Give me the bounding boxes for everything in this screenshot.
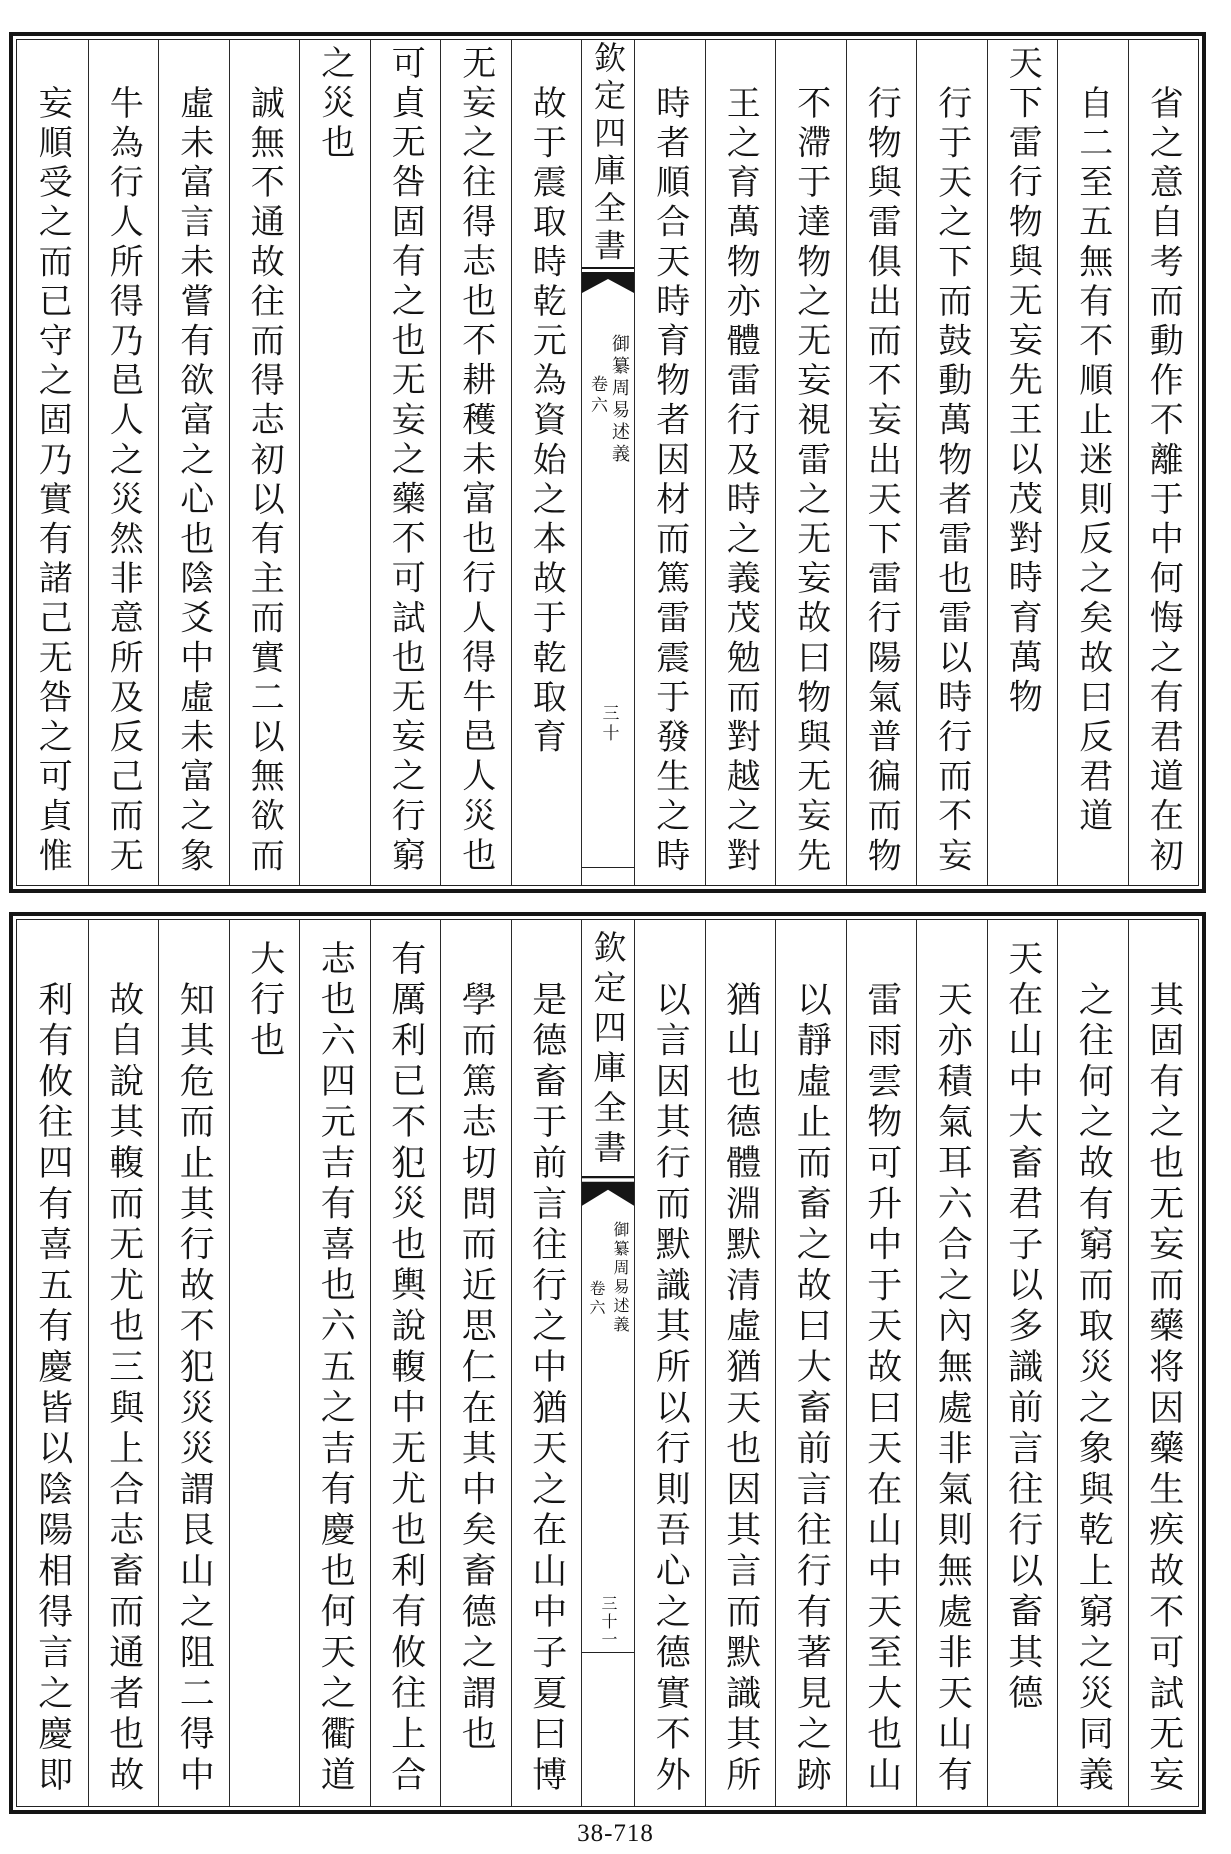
column-text: 省之意自考而動作不離于中何悔之有君道在初 bbox=[1143, 84, 1184, 877]
column-text: 學而篤志切問而近思仁在其中矣畜德之謂也 bbox=[456, 980, 497, 1756]
commentary-column bbox=[1057, 920, 1128, 1806]
column-text: 知其危而止其行故不犯災災謂艮山之阻二得中 bbox=[174, 980, 215, 1797]
book-title: 御纂周易述義 bbox=[611, 1221, 630, 1335]
commentary-column bbox=[88, 40, 159, 885]
center-gutter bbox=[581, 920, 634, 1806]
commentary-column bbox=[511, 40, 582, 885]
folio-number: 三十 bbox=[598, 704, 619, 744]
column-text: 故自說其輹而无尤也三與上合志畜而通者也故 bbox=[103, 980, 144, 1797]
classic-text-column bbox=[370, 920, 441, 1806]
gutter-rule bbox=[582, 1652, 634, 1653]
commentary-column bbox=[229, 40, 300, 885]
series-title: 欽定四庫全書 bbox=[589, 41, 627, 266]
commentary-column bbox=[634, 920, 705, 1806]
classic-text-column bbox=[370, 40, 441, 885]
column-text: 以言因其行而默識其所以行則吾心之德實不外 bbox=[650, 980, 691, 1797]
classic-text-column bbox=[299, 920, 370, 1806]
classic-text-column bbox=[440, 40, 511, 885]
column-text: 天在山中大畜君子以多識前言往行以畜其德 bbox=[1002, 940, 1043, 1716]
commentary-column bbox=[1128, 40, 1199, 885]
page-frame bbox=[16, 39, 1199, 886]
commentary-column bbox=[1128, 920, 1199, 1806]
commentary-column bbox=[634, 40, 705, 885]
folio-number: 三十一 bbox=[599, 1595, 618, 1649]
commentary-column bbox=[775, 920, 846, 1806]
column-text: 雷雨雲物可升中于天故曰天在山中天至大也山 bbox=[861, 980, 902, 1797]
column-text: 行于天之下而鼓動萬物者雷也雷以時行而不妄 bbox=[931, 84, 972, 877]
commentary-column bbox=[440, 920, 511, 1806]
commentary-column bbox=[88, 920, 159, 1806]
column-text: 妄順受之而已守之固乃實有諸己无咎之可貞惟 bbox=[32, 84, 73, 877]
column-text: 自二至五無有不順止迷則反之矣故曰反君道 bbox=[1072, 84, 1113, 837]
classic-text-column bbox=[299, 40, 370, 885]
column-text: 利有攸往四有喜五有慶皆以陰陽相得言之慶即 bbox=[32, 980, 73, 1797]
commentary-column bbox=[17, 920, 88, 1806]
column-text: 故于震取時乾元為資始之本故于乾取育 bbox=[526, 84, 567, 758]
column-text: 之往何之故有窮而取災之象與乾上窮之災同義 bbox=[1073, 980, 1114, 1797]
page-frame bbox=[16, 919, 1199, 1807]
commentary-column bbox=[1057, 40, 1128, 885]
column-text: 時者順合天時育物者因材而篤雷震于發生之時 bbox=[649, 84, 690, 877]
classic-text-column bbox=[987, 920, 1058, 1806]
center-gutter bbox=[581, 40, 634, 885]
column-text: 可貞无咎固有之也无妄之藥不可試也无妄之行窮 bbox=[385, 45, 426, 877]
commentary-column bbox=[158, 40, 229, 885]
column-row bbox=[17, 40, 1198, 885]
column-text: 天下雷行物與无妄先王以茂對時育萬物 bbox=[1002, 45, 1043, 719]
column-text: 有厲利已不犯災也輿說輹中无尤也利有攸往上合 bbox=[385, 940, 426, 1797]
column-text: 行物與雷俱出而不妄出天下雷行陽氣普徧而物 bbox=[861, 84, 902, 877]
column-text: 以靜虛止而畜之故曰大畜前言往行有著見之跡 bbox=[791, 980, 832, 1797]
column-text: 王之育萬物亦體雷行及時之義茂勉而對越之對 bbox=[720, 84, 761, 877]
page-panel-lower bbox=[9, 912, 1206, 1814]
column-text: 天亦積氣耳六合之內無處非氣則無處非天山有 bbox=[932, 980, 973, 1797]
commentary-column bbox=[705, 40, 776, 885]
column-text: 无妄之往得志也不耕穫未富也行人得牛邑人災也 bbox=[455, 45, 496, 877]
column-text: 大行也 bbox=[244, 940, 285, 1063]
classic-text-column bbox=[229, 920, 300, 1806]
column-text: 其固有之也无妄而藥将因藥生疾故不可試无妄 bbox=[1143, 980, 1184, 1797]
commentary-column bbox=[17, 40, 88, 885]
volume-label: 卷六 bbox=[587, 1280, 606, 1318]
fishtail-mark bbox=[582, 267, 634, 295]
volume-label: 卷六 bbox=[587, 375, 607, 417]
page-number: 38-718 bbox=[577, 1820, 654, 1847]
commentary-column bbox=[158, 920, 229, 1806]
column-text: 之災也 bbox=[314, 45, 355, 164]
page-panel-upper bbox=[9, 32, 1206, 893]
column-row bbox=[17, 920, 1198, 1806]
commentary-column bbox=[916, 920, 987, 1806]
column-text: 牛為行人所得乃邑人之災然非意所及反己而无 bbox=[103, 84, 144, 877]
column-text: 誠無不通故往而得志初以有主而實二以無欲而 bbox=[244, 84, 285, 877]
commentary-column bbox=[846, 40, 917, 885]
column-text: 不滯于達物之无妄視雷之无妄故曰物與无妄先 bbox=[790, 84, 831, 877]
fishtail-mark bbox=[582, 1176, 634, 1208]
series-title: 欽定四庫全書 bbox=[588, 930, 628, 1170]
commentary-column bbox=[775, 40, 846, 885]
column-text: 志也六四元吉有喜也六五之吉有慶也何天之衢道 bbox=[315, 940, 356, 1797]
book-title: 御纂周易述義 bbox=[609, 334, 630, 466]
column-text: 虛未富言未嘗有欲富之心也陰爻中虛未富之象 bbox=[173, 84, 214, 877]
column-text: 猶山也德體淵默清虛猶天也因其言而默識其所 bbox=[720, 980, 761, 1797]
commentary-column bbox=[705, 920, 776, 1806]
commentary-column bbox=[846, 920, 917, 1806]
gutter-rule bbox=[582, 867, 634, 868]
commentary-column bbox=[916, 40, 987, 885]
classic-text-column bbox=[987, 40, 1058, 885]
column-text: 是德畜于前言往行之中猶天之在山中子夏曰博 bbox=[526, 980, 567, 1797]
commentary-column bbox=[511, 920, 582, 1806]
